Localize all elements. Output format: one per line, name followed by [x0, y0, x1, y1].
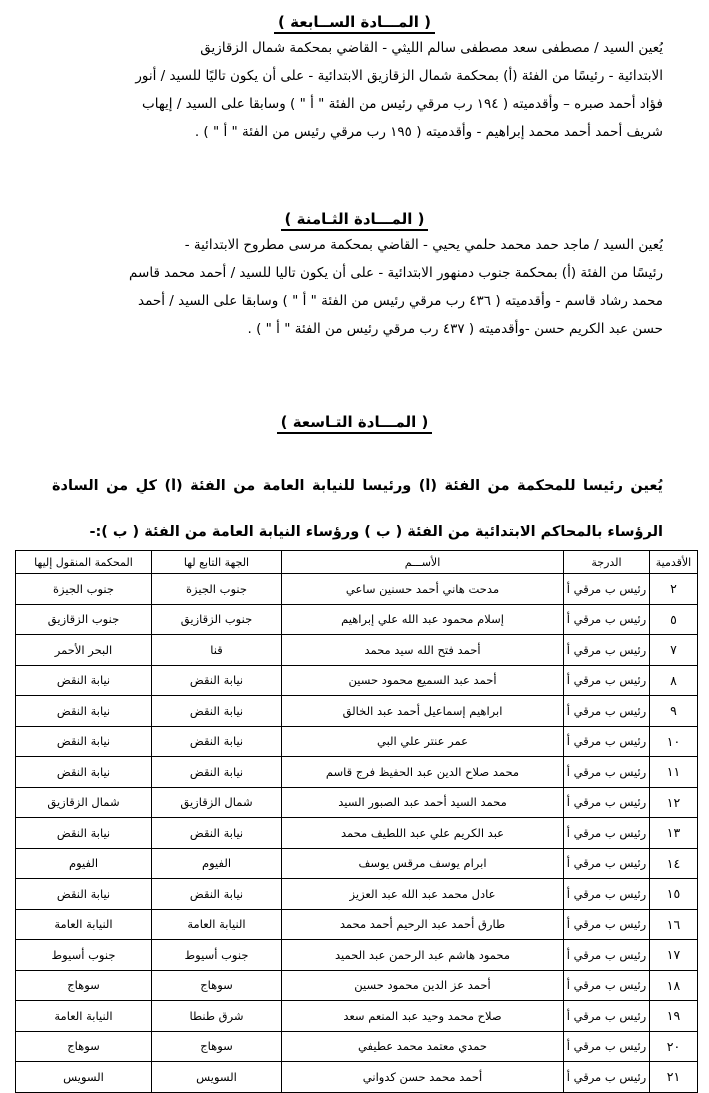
cell-seniority: ١٦	[650, 909, 698, 940]
header-grade: الدرجة	[564, 551, 650, 574]
cell-grade: رئيس ب مرقي أ	[564, 940, 650, 971]
cell-org: سوهاج	[152, 1031, 282, 1062]
header-seniority: الأقدمية	[650, 551, 698, 574]
table-row	[16, 574, 698, 605]
cell-seniority: ٢١	[650, 1062, 698, 1093]
cell-dest: النيابة العامة	[16, 909, 152, 940]
cell-org: قنا	[152, 635, 282, 666]
promotions-table	[15, 550, 698, 1093]
cell-seniority: ٥	[650, 604, 698, 635]
cell-name: أحمد محمد حسن كدواني	[282, 1062, 564, 1093]
cell-seniority: ١٠	[650, 726, 698, 757]
cell-dest: الفيوم	[16, 848, 152, 879]
cell-seniority: ٧	[650, 635, 698, 666]
cell-seniority: ١٥	[650, 879, 698, 910]
table-row	[16, 1062, 698, 1093]
cell-org: نيابة النقض	[152, 818, 282, 849]
cell-grade: رئيس ب مرقي أ	[564, 696, 650, 727]
cell-seniority: ١١	[650, 757, 698, 788]
cell-grade: رئيس ب مرقي أ	[564, 757, 650, 788]
cell-name: عادل محمد عبد الله عبد العزيز	[282, 879, 564, 910]
cell-grade: رئيس ب مرقي أ	[564, 970, 650, 1001]
cell-grade: رئيس ب مرقي أ	[564, 635, 650, 666]
cell-org: الفيوم	[152, 848, 282, 879]
article-nine-intro-line-2: الرؤساء بالمحاكم الابتدائية من الفئة ( ب ) ورؤساء النيابة العامة من الفئة ( ب ):-	[89, 524, 663, 540]
table-row	[16, 787, 698, 818]
article-eight	[0, 207, 709, 343]
cell-seniority: ٢٠	[650, 1031, 698, 1062]
cell-dest: النيابة العامة	[16, 1001, 152, 1032]
cell-name: عمر عنتر علي البي	[282, 726, 564, 757]
article-eight-line: رئيسًا من الفئة (أ) بمحكمة جنوب دمنهور الابتدائية - على أن يكون تاليا للسيد / أحمد محمد قاسم	[129, 265, 663, 281]
cell-grade: رئيس ب مرقي أ	[564, 1062, 650, 1093]
header-org: الجهة التابع لها	[152, 551, 282, 574]
cell-seniority: ١٨	[650, 970, 698, 1001]
cell-dest: سوهاج	[16, 1031, 152, 1062]
cell-org: النيابة العامة	[152, 909, 282, 940]
cell-name: أحمد فتح الله سيد محمد	[282, 635, 564, 666]
cell-org: نيابة النقض	[152, 665, 282, 696]
cell-org: السويس	[152, 1062, 282, 1093]
article-nine-intro-line-1: يُعين رئيساً للمحكمة من الفئة (أ) ورئيساً للنيابة العامة من الفئة (أ) كلٍ من السادة	[52, 478, 663, 494]
cell-grade: رئيس ب مرقي أ	[564, 726, 650, 757]
article-seven-line: الابتدائية - رئيسًا من الفئة (أ) بمحكمة شمال الزقازيق الابتدائية - على أن يكون تاليًا للسيد / أنور	[135, 68, 663, 84]
cell-name: صلاح محمد وحيد عبد المنعم سعد	[282, 1001, 564, 1032]
cell-dest: جنوب أسيوط	[16, 940, 152, 971]
cell-name: محمد السيد أحمد عبد الصبور السيد	[282, 787, 564, 818]
cell-name: أحمد عز الدين محمود حسين	[282, 970, 564, 1001]
table-body	[16, 574, 698, 1093]
cell-seniority: ٨	[650, 665, 698, 696]
cell-name: أحمد عبد السميع محمود حسين	[282, 665, 564, 696]
cell-dest: نيابة النقض	[16, 665, 152, 696]
cell-grade: رئيس ب مرقي أ	[564, 604, 650, 635]
cell-dest: البحر الأحمر	[16, 635, 152, 666]
cell-seniority: ١٢	[650, 787, 698, 818]
cell-seniority: ١٣	[650, 818, 698, 849]
cell-name: ابراهيم إسماعيل أحمد عبد الخالق	[282, 696, 564, 727]
cell-grade: رئيس ب مرقي أ	[564, 574, 650, 605]
article-seven-line: شريف أحمد أحمد محمد إبراهيم - وأقدميته ( ١٩٥ رب مرقي رئيس من الفئة " أ " ) .	[194, 124, 663, 140]
cell-org: شمال الزقازيق	[152, 787, 282, 818]
cell-seniority: ٩	[650, 696, 698, 727]
article-seven-heading: ( المـــادة الســابعة )	[0, 10, 709, 34]
table-row	[16, 696, 698, 727]
cell-grade: رئيس ب مرقي أ	[564, 909, 650, 940]
article-eight-line: محمد رشاد قاسم - وأقدميته ( ٤٣٦ رب مرقي رئيس من الفئة " أ " ) وسابقا على السيد / أحمد	[138, 293, 663, 309]
cell-dest: سوهاج	[16, 970, 152, 1001]
article-seven-line: يُعين السيد / مصطفى سعد مصطفى سالم الليثي - القاضي بمحكمة شمال الزقازيق	[200, 40, 663, 56]
table-row	[16, 818, 698, 849]
cell-org: جنوب الزقازيق	[152, 604, 282, 635]
cell-name: عبد الكريم علي عبد اللطيف محمد	[282, 818, 564, 849]
cell-dest: السويس	[16, 1062, 152, 1093]
cell-org: نيابة النقض	[152, 879, 282, 910]
article-eight-body	[52, 231, 663, 343]
cell-dest: نيابة النقض	[16, 726, 152, 757]
cell-org: شرق طنطا	[152, 1001, 282, 1032]
cell-name: ابرام يوسف مرقس يوسف	[282, 848, 564, 879]
cell-seniority: ١٤	[650, 848, 698, 879]
cell-seniority: ٢	[650, 574, 698, 605]
cell-org: نيابة النقض	[152, 726, 282, 757]
table-row	[16, 1001, 698, 1032]
cell-grade: رئيس ب مرقي أ	[564, 818, 650, 849]
table-row	[16, 635, 698, 666]
article-nine-heading: ( المـــادة التـاسعة )	[0, 410, 709, 434]
cell-name: إسلام محمود عبد الله علي إبراهيم	[282, 604, 564, 635]
cell-name: محمود هاشم عبد الرحمن عبد الحميد	[282, 940, 564, 971]
cell-name: طارق أحمد عبد الرحيم أحمد محمد	[282, 909, 564, 940]
table-row	[16, 1031, 698, 1062]
article-eight-line: حسن عبد الكريم حسن -وأقدميته ( ٤٣٧ رب مرقي رئيس من الفئة " أ " ) .	[247, 321, 663, 337]
cell-grade: رئيس ب مرقي أ	[564, 1001, 650, 1032]
cell-dest: نيابة النقض	[16, 696, 152, 727]
cell-dest: شمال الزقازيق	[16, 787, 152, 818]
cell-dest: جنوب الجيزة	[16, 574, 152, 605]
cell-name: حمدي معتمد محمد عطيفي	[282, 1031, 564, 1062]
cell-org: جنوب أسيوط	[152, 940, 282, 971]
table-row	[16, 940, 698, 971]
table-header-row	[16, 551, 698, 574]
article-seven	[0, 10, 709, 146]
table-row	[16, 848, 698, 879]
table-row	[16, 665, 698, 696]
cell-org: جنوب الجيزة	[152, 574, 282, 605]
table-row	[16, 757, 698, 788]
cell-dest: نيابة النقض	[16, 818, 152, 849]
cell-grade: رئيس ب مرقي أ	[564, 787, 650, 818]
cell-dest: نيابة النقض	[16, 757, 152, 788]
article-eight-line: يُعين السيد / ماجد حمد محمد حلمي يحيي - القاضي بمحكمة مرسى مطروح الابتدائية -	[184, 237, 663, 253]
table-row	[16, 909, 698, 940]
cell-org: نيابة النقض	[152, 696, 282, 727]
cell-name: محمد صلاح الدين عبد الحفيظ فرج قاسم	[282, 757, 564, 788]
table-row	[16, 879, 698, 910]
cell-grade: رئيس ب مرقي أ	[564, 1031, 650, 1062]
article-eight-heading: ( المـــادة الثـامنة )	[0, 207, 709, 231]
cell-grade: رئيس ب مرقي أ	[564, 665, 650, 696]
cell-dest: نيابة النقض	[16, 879, 152, 910]
header-dest: المحكمة المنقول إليها	[16, 551, 152, 574]
table-row	[16, 604, 698, 635]
article-seven-line: فؤاد أحمد صبره – وأقدميته ( ١٩٤ رب مرقي رئيس من الفئة " أ " ) وسابقا على السيد / إيهاب	[142, 96, 663, 112]
table-row	[16, 726, 698, 757]
cell-name: مدحت هاني أحمد حسنين ساعي	[282, 574, 564, 605]
cell-seniority: ١٩	[650, 1001, 698, 1032]
cell-grade: رئيس ب مرقي أ	[564, 848, 650, 879]
table-row	[16, 970, 698, 1001]
cell-org: سوهاج	[152, 970, 282, 1001]
cell-org: نيابة النقض	[152, 757, 282, 788]
cell-seniority: ١٧	[650, 940, 698, 971]
article-seven-body	[52, 34, 663, 146]
cell-grade: رئيس ب مرقي أ	[564, 879, 650, 910]
cell-dest: جنوب الزقازيق	[16, 604, 152, 635]
header-name: الأســـم	[282, 551, 564, 574]
article-nine	[0, 410, 709, 434]
